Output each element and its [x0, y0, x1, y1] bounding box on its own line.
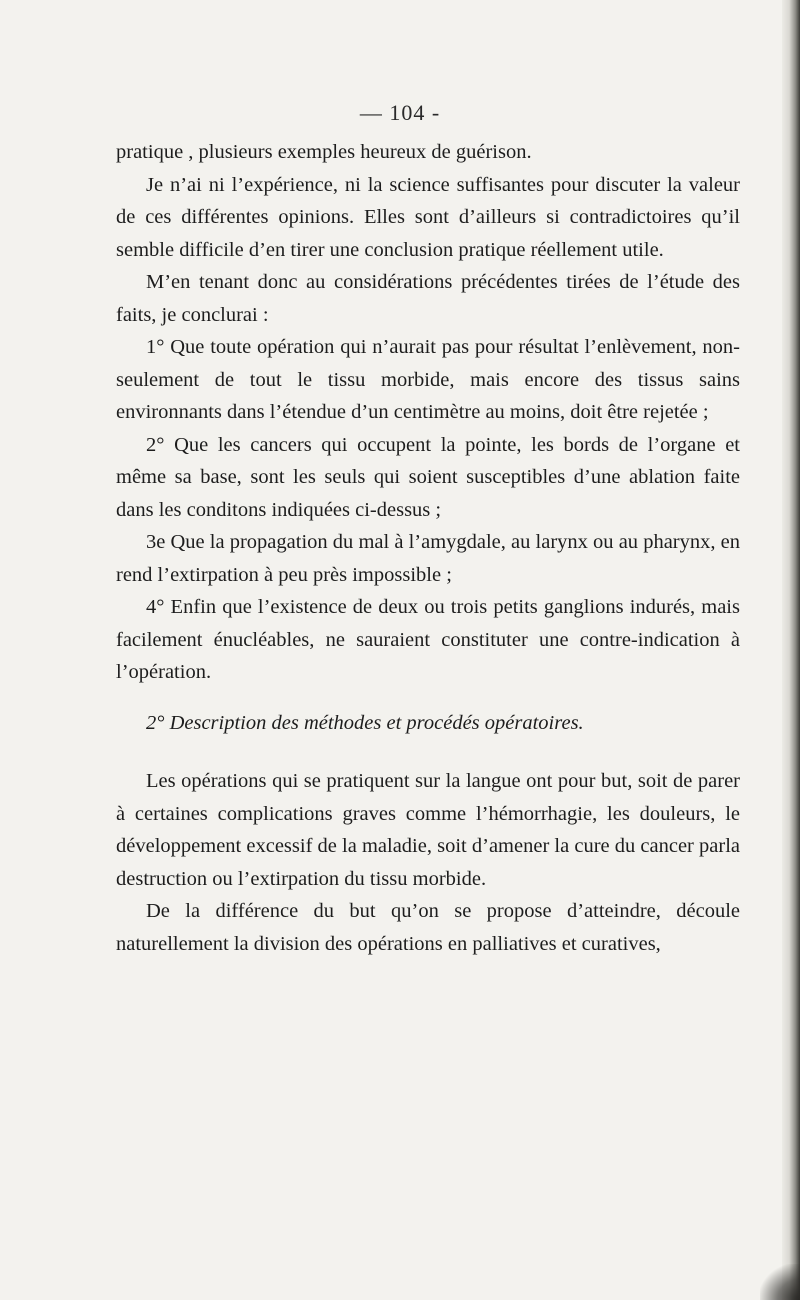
page-corner-shadow	[760, 1264, 800, 1300]
paragraph-3: M’en tenant donc au considérations précédentes tirées de l’étude des faits, je conclurai :	[116, 271, 740, 326]
paragraph-4: 1° Que toute opération qui n’aurait pas pour résultat l’enlèvement, non-seulement de tout le tissu morbide, mais encore des tissus sains environnants dans l’étendue d’un centimètre au moins, doit être rejetée ;	[116, 336, 740, 423]
page-number: — 104 -	[359, 100, 441, 125]
page-edge-shadow	[782, 0, 800, 1300]
section-heading: 2° Description des méthodes et procédés opératoires.	[146, 711, 584, 734]
paragraph-8: Les opérations qui se pratiquent sur la langue ont pour but, soit de parer à certaines complications graves comme l’hémorrhagie, les douleurs, le développement excessif de la maladie, soit d’amener la cure du cancer parla destruction ou l’extirpation du tissu morbide.	[116, 770, 740, 890]
paragraph-2: Je n’ai ni l’expérience, ni la science suffisantes pour discuter la valeur de ces différentes opinions. Elles sont d’ailleurs si contradictoires qu’il semble difficile d’en tirer une conclusion pratique réellement utile.	[116, 173, 740, 261]
paragraph-6: 3e Que la propagation du mal à l’amygdale, au larynx ou au pharynx, en rend l’extirpation à peu près impossible ;	[116, 531, 740, 586]
paragraph-9: De la différence du but qu’on se propose d’atteindre, découle naturellement la division des opérations en palliatives et curatives,	[116, 900, 740, 955]
body-text	[116, 136, 740, 960]
paragraph-5: 2° Que les cancers qui occupent la pointe, les bords de l’organe et même sa base, sont les seuls qui soient susceptibles d’une ablation faite dans les conditons indiquées ci-dessus ;	[116, 433, 740, 521]
paragraph-7: 4° Enfin que l’existence de deux ou trois petits ganglions indurés, mais facilement énucléables, ne sauraient constituter une contre-indication à l’opération.	[116, 596, 740, 683]
paragraph-1: pratique , plusieurs exemples heureux de guérison.	[116, 141, 532, 163]
